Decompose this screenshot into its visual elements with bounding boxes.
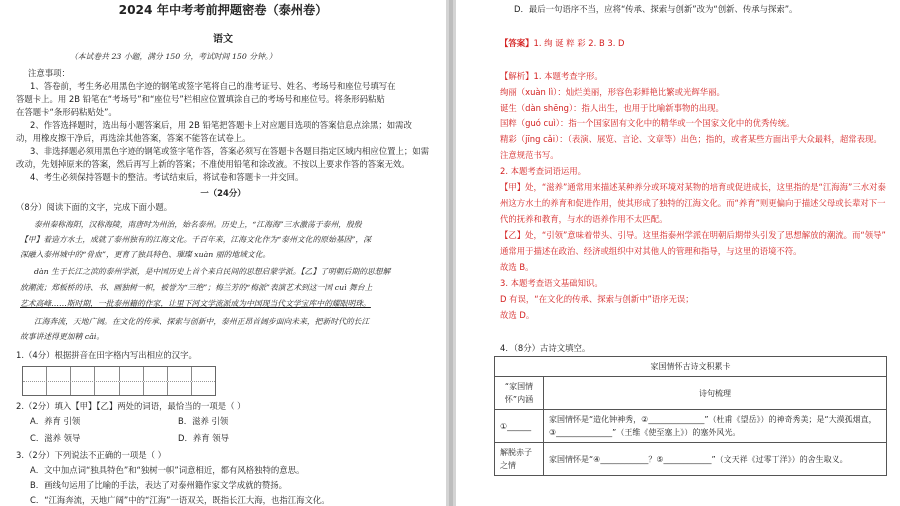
analysis-line: 代的抚养和教育，与水的语养作用不太匹配。 xyxy=(500,214,668,224)
answer-value: 1. 绚 诞 粹 彩 2. B 3. D xyxy=(533,38,625,48)
table-title: 家国情怀古诗文积累卡 xyxy=(495,357,887,377)
page-gutter xyxy=(446,0,456,506)
notice-line: 3、非选择题必须用黑色字迹的钢笔或签字笔作答，答案必须写在答题卡各题目指定区域内相应位置上；如需 xyxy=(30,146,429,156)
analysis-line: 3. 本题考查语文基础知识。 xyxy=(500,278,603,288)
option-d: D．养育 领导 xyxy=(178,433,229,443)
analysis-line: 精彩（jīng cǎi）：（表演、展览、言论、文章等）出色；指的，或者某些方面出乎大众最料，超常表现。 xyxy=(500,134,882,144)
analysis-line: 通常用于描述在政治、经济或组织中对其他人的管理和指导，与这里的语境不符。 xyxy=(500,246,802,256)
question-4: 4．（8分）古诗文填空。 xyxy=(500,343,591,353)
reading-intro: （8分）阅读下面的文字，完成下面小题。 xyxy=(16,202,173,212)
option-c: C．“江海奔流，天地广阔”中的“江海”一语双关，既指长江大海，也指江海文化。 xyxy=(30,495,330,505)
answer-label: 【答案】 xyxy=(500,38,534,48)
analysis-line: 国粹（guó cuì）：指一个国家固有文化中的精华或一个国家文化中的优秀传统。 xyxy=(500,118,795,128)
table-cell-line: 家国情怀是“造化钟神秀，②______________”（杜甫《望岳》）的神奇秀美；是“大漠孤烟直， xyxy=(549,415,877,424)
exam-page-left xyxy=(0,0,446,506)
question-1: 1.（4分）根据拼音在田字格内写出相应的汉字。 xyxy=(16,350,197,360)
passage-line: 泰州秦称海阳，汉称海陵，南唐时为州治，始名泰州。历史上，“江海海”三水激荡于泰州，殷殷 xyxy=(34,220,362,229)
question-2: 2.（2分）填入【甲】【乙】两处的词语，最恰当的一项是（ ） xyxy=(16,401,246,411)
analysis-line: 【甲】处，“滋养”通常用来描述某种养分或环境对某物的培育或促进成长，这里指的是“江海海”三水对泰 xyxy=(500,182,886,192)
notice-line: 2、作答选择题时，选出每小题答案后，用 2B 铅笔把答题卡上对应题目选项的答案信息点涂黑；如需改 xyxy=(30,120,412,130)
poem-card-table xyxy=(494,356,887,476)
analysis-line: 故选 D。 xyxy=(500,310,535,320)
table-header-theme: “家国情怀”内涵 xyxy=(495,377,544,410)
exam-title: 2024 年中考考前押题密卷（泰州卷） xyxy=(118,3,328,17)
table-header-poems: 诗句梳理 xyxy=(544,377,887,410)
analysis-line: 故选 B。 xyxy=(500,262,534,272)
analysis-line: 绚丽（xuàn lì）：灿烂美丽，形容色彩鲜艳比繁或光辉华丽。 xyxy=(500,87,725,97)
passage-line-underlined: 艺术高峰……斯时期，一批泰州籍的作家，让里下河文学流派成为中国现当代文学宝库中的耀眼明珠。 xyxy=(20,299,371,308)
answer-block xyxy=(500,37,624,49)
option-b: B．滋养 引领 xyxy=(178,416,229,426)
notice-line: 答题卡上。用 2B 铅笔在“考场号”和“座位号”栏相应位置填涂自己的考场号和座位号。将条形码粘贴 xyxy=(16,94,385,104)
analysis-line: 注意规范书写。 xyxy=(500,150,559,160)
notice-line: 在答题卡“条形码粘贴处”。 xyxy=(16,107,117,117)
question-3: 3.（2分）下列说法不正确的一项是（ ） xyxy=(16,450,166,460)
passage-line: 放潮流；郑板桥的诗、书、画独树一帜，被誉为“三绝”；梅兰芳的“梅派”表演艺术到这一国 cuì 舞台上 xyxy=(20,283,373,292)
notice-line: 动，用橡皮擦干净后，再选涂其他答案，答案不能答在试卷上。 xyxy=(16,133,251,143)
table-cell-blank[interactable]: ①______ xyxy=(495,410,544,443)
passage-line: dàn 生于长江之滨的泰州学派，是中国历史上首个来自民间的思想启蒙学派。【乙】了明朝后期的思想解 xyxy=(34,267,391,276)
passage-line: 深融入泰州城中的“骨血”，更育了独具特色、璀璨 xuàn 丽的地域文化。 xyxy=(20,250,271,259)
option-b: B．画线句运用了比喻的手法，表达了对泰州籍作家文学成就的赞扬。 xyxy=(30,480,287,490)
option-c: C．滋养 领导 xyxy=(30,433,81,443)
table-cell xyxy=(544,410,887,443)
notice-heading: 注意事项： xyxy=(28,68,70,78)
analysis-line: 【解析】1. 本题考查字形。 xyxy=(500,71,603,81)
option-a: A．文中加点词“独具特色”和“独树一帜”词意相近，都有风格独特的意思。 xyxy=(30,465,305,475)
tian-grid-answer-boxes[interactable] xyxy=(22,366,216,396)
table-cell: 解脱赤子之情 xyxy=(495,443,544,476)
passage-line: 江海奔流，天地广阔。在文化的传承、探索与创新中，泰州正昂首阔步面向未来，把新时代的长江 xyxy=(34,317,370,326)
section-heading: 一（24分） xyxy=(200,188,246,198)
analysis-line: 州这方水土的养育和促进作用，使其形成了独特的江海文化。而“养育”则更偏向于描述父母或长辈对下一 xyxy=(500,198,886,208)
option-a: A．养育 引领 xyxy=(30,416,81,426)
notice-line: 4、考生必须保持答题卡的整洁。考试结束后，将试卷和答题卡一并交回。 xyxy=(30,172,304,182)
table-cell: 家国情怀是“④____________？⑤____________”（文天祥《过零丁洋》）的舍生取义。 xyxy=(544,443,887,476)
analysis-line: D 有误，“在文化的传承、探索与创新中”语序无误； xyxy=(500,294,694,304)
table-cell-line: ③______________”（王维《使至塞上》）的塞外风光。 xyxy=(549,428,741,437)
notice-line: 1、答卷前，考生务必用黑色字迹的钢笔或签字笔将自己的准考证号、姓名、考场号和座位号填写在 xyxy=(30,81,396,91)
analysis-line: 【乙】处，“引领”意味着带头、引导。这里指泰州学派在明朝后期带头引发了思想解放的潮流。而“领导” xyxy=(500,230,886,240)
subject-heading: 语文 xyxy=(213,34,233,45)
exam-info: （本试卷共 23 小题，满分 150 分，考试时间 150 分钟。） xyxy=(70,52,277,61)
analysis-line: 诞生（dàn shēng）：指人出生，也用于比喻新事物的出现。 xyxy=(500,103,724,113)
passage-line: 故事讲述得更加精 cǎi。 xyxy=(20,332,105,341)
notice-line: 改动，先划掉原来的答案，然后再写上新的答案；不准使用铅笔和涂改液。不按以上要求作答的答案无效。 xyxy=(16,159,410,169)
analysis-line: 2. 本题考查词语运用。 xyxy=(500,166,587,176)
option-d: D．最后一句语序不当，应将“传承、探索与创新”改为“创新、传承与探索”。 xyxy=(514,4,798,14)
passage-line: 【甲】着造方水土，成就了泰州独有的江海文化。千百年来，江海文化作为“泰州文化的原始基因”，深 xyxy=(20,235,372,244)
